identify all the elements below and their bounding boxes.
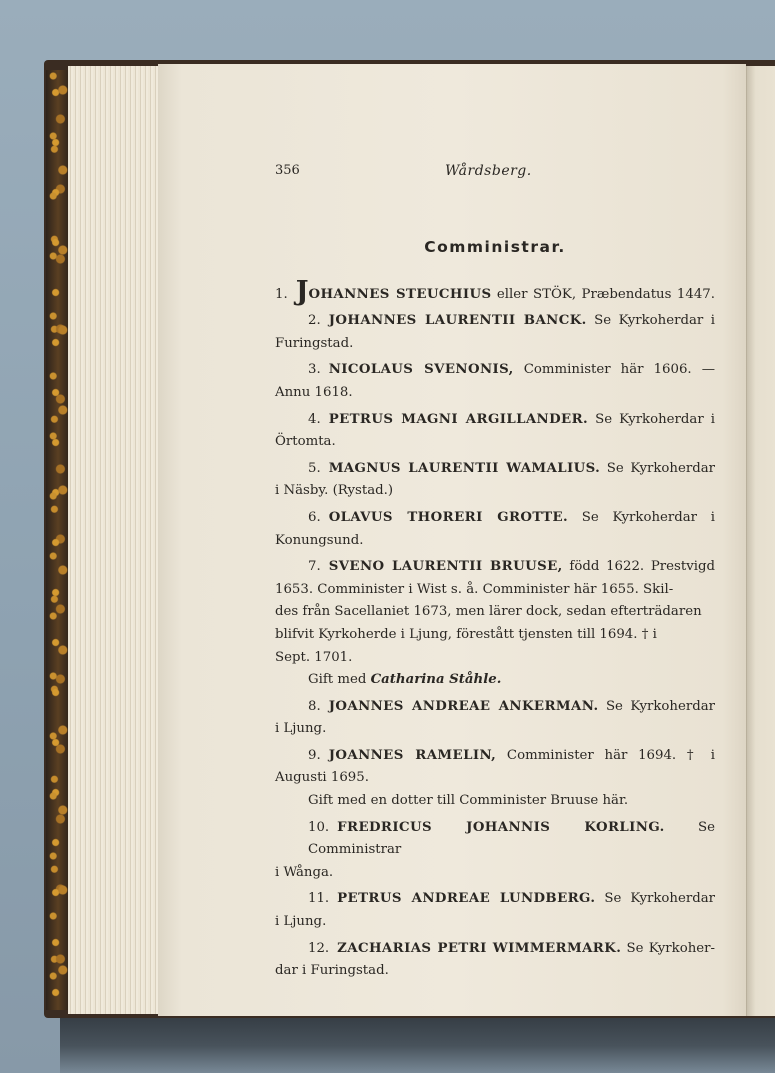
entry-continuation: i Näsby. (Rystad.): [275, 483, 394, 499]
entry-text: Se Kyrkoherdar i: [586, 313, 715, 329]
list-item: [275, 409, 715, 454]
entry-continuation: Augusti 1695.: [275, 770, 369, 786]
entry-first-line: [275, 696, 715, 719]
entry-continuation: blifvit Kyrkoherde i Ljung, förestått tjensten till 1694. † i: [275, 626, 657, 642]
page-number: 356: [275, 163, 300, 178]
entry-number: 8.: [308, 698, 321, 714]
entry-continuation: dar i Furingstad.: [275, 963, 389, 979]
entry-name: NICOLAUS SVENONIS,: [328, 362, 514, 378]
running-title: Wårdsberg.: [445, 163, 532, 179]
entry-number: 12.: [308, 940, 330, 956]
entry-number: 11.: [308, 891, 330, 907]
list-item: [275, 938, 715, 983]
entry-continuation: 1653. Comminister i Wist s. å. Comminister här 1655. Skil-: [275, 581, 674, 597]
entry-name: OLAVUS THORERI GROTTE.: [328, 509, 569, 525]
entry-first-line: [275, 888, 715, 911]
entry-continuation: Sept. 1701.: [275, 649, 353, 665]
entry-text: Comminister här 1694. † i: [496, 747, 715, 763]
entry-number: 5.: [308, 460, 321, 476]
entry-number: 7.: [308, 559, 321, 575]
entry-text: Se Kyrkoher-: [621, 940, 715, 956]
entry-first-line: [275, 275, 715, 307]
entry-note: [275, 669, 715, 692]
entry-first-line: [275, 507, 715, 530]
note-text: Gift med: [308, 672, 371, 688]
entry-continuation: Konungsund.: [275, 532, 364, 548]
entry-first-line: [275, 938, 715, 961]
list-item: [275, 888, 715, 933]
entry-number: 10.: [308, 819, 330, 835]
entry-text: Se Kyrkoherdar: [595, 891, 715, 907]
entry-continuation: Furingstad.: [275, 335, 354, 351]
list-item: [275, 310, 715, 355]
entry-first-line: [275, 556, 715, 579]
list-item: [275, 458, 715, 503]
entry-name: PETRUS MAGNI ARGILLANDER.: [328, 411, 589, 427]
entry-number: 3.: [308, 362, 321, 378]
entry-name: ZACHARIAS PETRI WIMMERMARK.: [337, 940, 622, 956]
page-header: [275, 160, 715, 184]
facing-page-edge: [746, 66, 775, 1016]
entry-first-line: [275, 745, 715, 768]
entry-name: JOANNES ANDREAE ANKERMAN.: [328, 698, 599, 714]
entry-first-line: [275, 310, 715, 333]
entry-continuation: i Ljung.: [275, 721, 327, 737]
entry-text: Se Kyrkoherdar i: [588, 411, 715, 427]
list-item: [275, 817, 715, 885]
entry-name: SVENO LAURENTII BRUUSE,: [328, 559, 563, 575]
list-item: [275, 507, 715, 552]
page-block-edges: [68, 66, 161, 1014]
entry-name: OHANNES STEUCHIUS: [308, 286, 492, 302]
entry-continuation: i Wånga.: [275, 864, 334, 880]
entry-text: Comminister här 1606. —: [513, 362, 715, 378]
entry-number: 4.: [308, 411, 321, 427]
entry-text: född 1622. Prestvigd: [562, 559, 715, 575]
entry-name: JOANNES RAMELIN,: [328, 747, 497, 763]
entry-note: [275, 790, 715, 813]
entry-continuation: des från Sacellaniet 1673, men lärer dock, sedan efterträdaren: [275, 604, 702, 620]
entry-text: Se Kyrkoherdar i: [568, 509, 715, 525]
page-text: [275, 160, 715, 987]
entry-name: FREDRICUS JOHANNIS KORLING.: [337, 819, 665, 835]
entry-number: 6.: [308, 509, 321, 525]
entry-number: 2.: [308, 313, 321, 329]
entry-continuation: i Ljung.: [275, 914, 327, 930]
note-name: Catharina Ståhle.: [370, 672, 502, 688]
entry-text: Se Kyrkoherdar: [598, 698, 715, 714]
entry-text: eller STÖK, Præbendatus 1447.: [491, 286, 715, 302]
section-heading: Comministrar.: [424, 238, 566, 256]
list-item: [275, 745, 715, 813]
list-item: [275, 359, 715, 404]
entry-list: [275, 275, 716, 983]
entry-first-line: [275, 409, 715, 432]
entry-first-line: [275, 817, 715, 862]
marbled-cover-edge: [46, 70, 70, 1010]
entry-text: Se Comministrar: [308, 819, 715, 858]
list-item: [275, 696, 715, 741]
entry-name: JOHANNES LAURENTII BANCK.: [328, 313, 587, 329]
entry-continuation: Annu 1618.: [275, 384, 353, 400]
entry-number: 1.: [275, 286, 288, 302]
drop-cap: J: [295, 275, 309, 307]
list-item: [275, 275, 715, 307]
entry-name: PETRUS ANDREAE LUNDBERG.: [337, 891, 596, 907]
entry-text: Se Kyrkoherdar: [600, 460, 716, 476]
entry-number: 9.: [308, 747, 321, 763]
entry-continuation: Örtomta.: [275, 434, 336, 450]
list-item: [275, 556, 715, 692]
entry-first-line: [275, 359, 715, 382]
entry-name: MAGNUS LAURENTII WAMALIUS.: [328, 460, 601, 476]
entry-first-line: [275, 458, 715, 481]
note-text: Gift med en dotter till Comminister Bruuse här.: [308, 793, 629, 809]
